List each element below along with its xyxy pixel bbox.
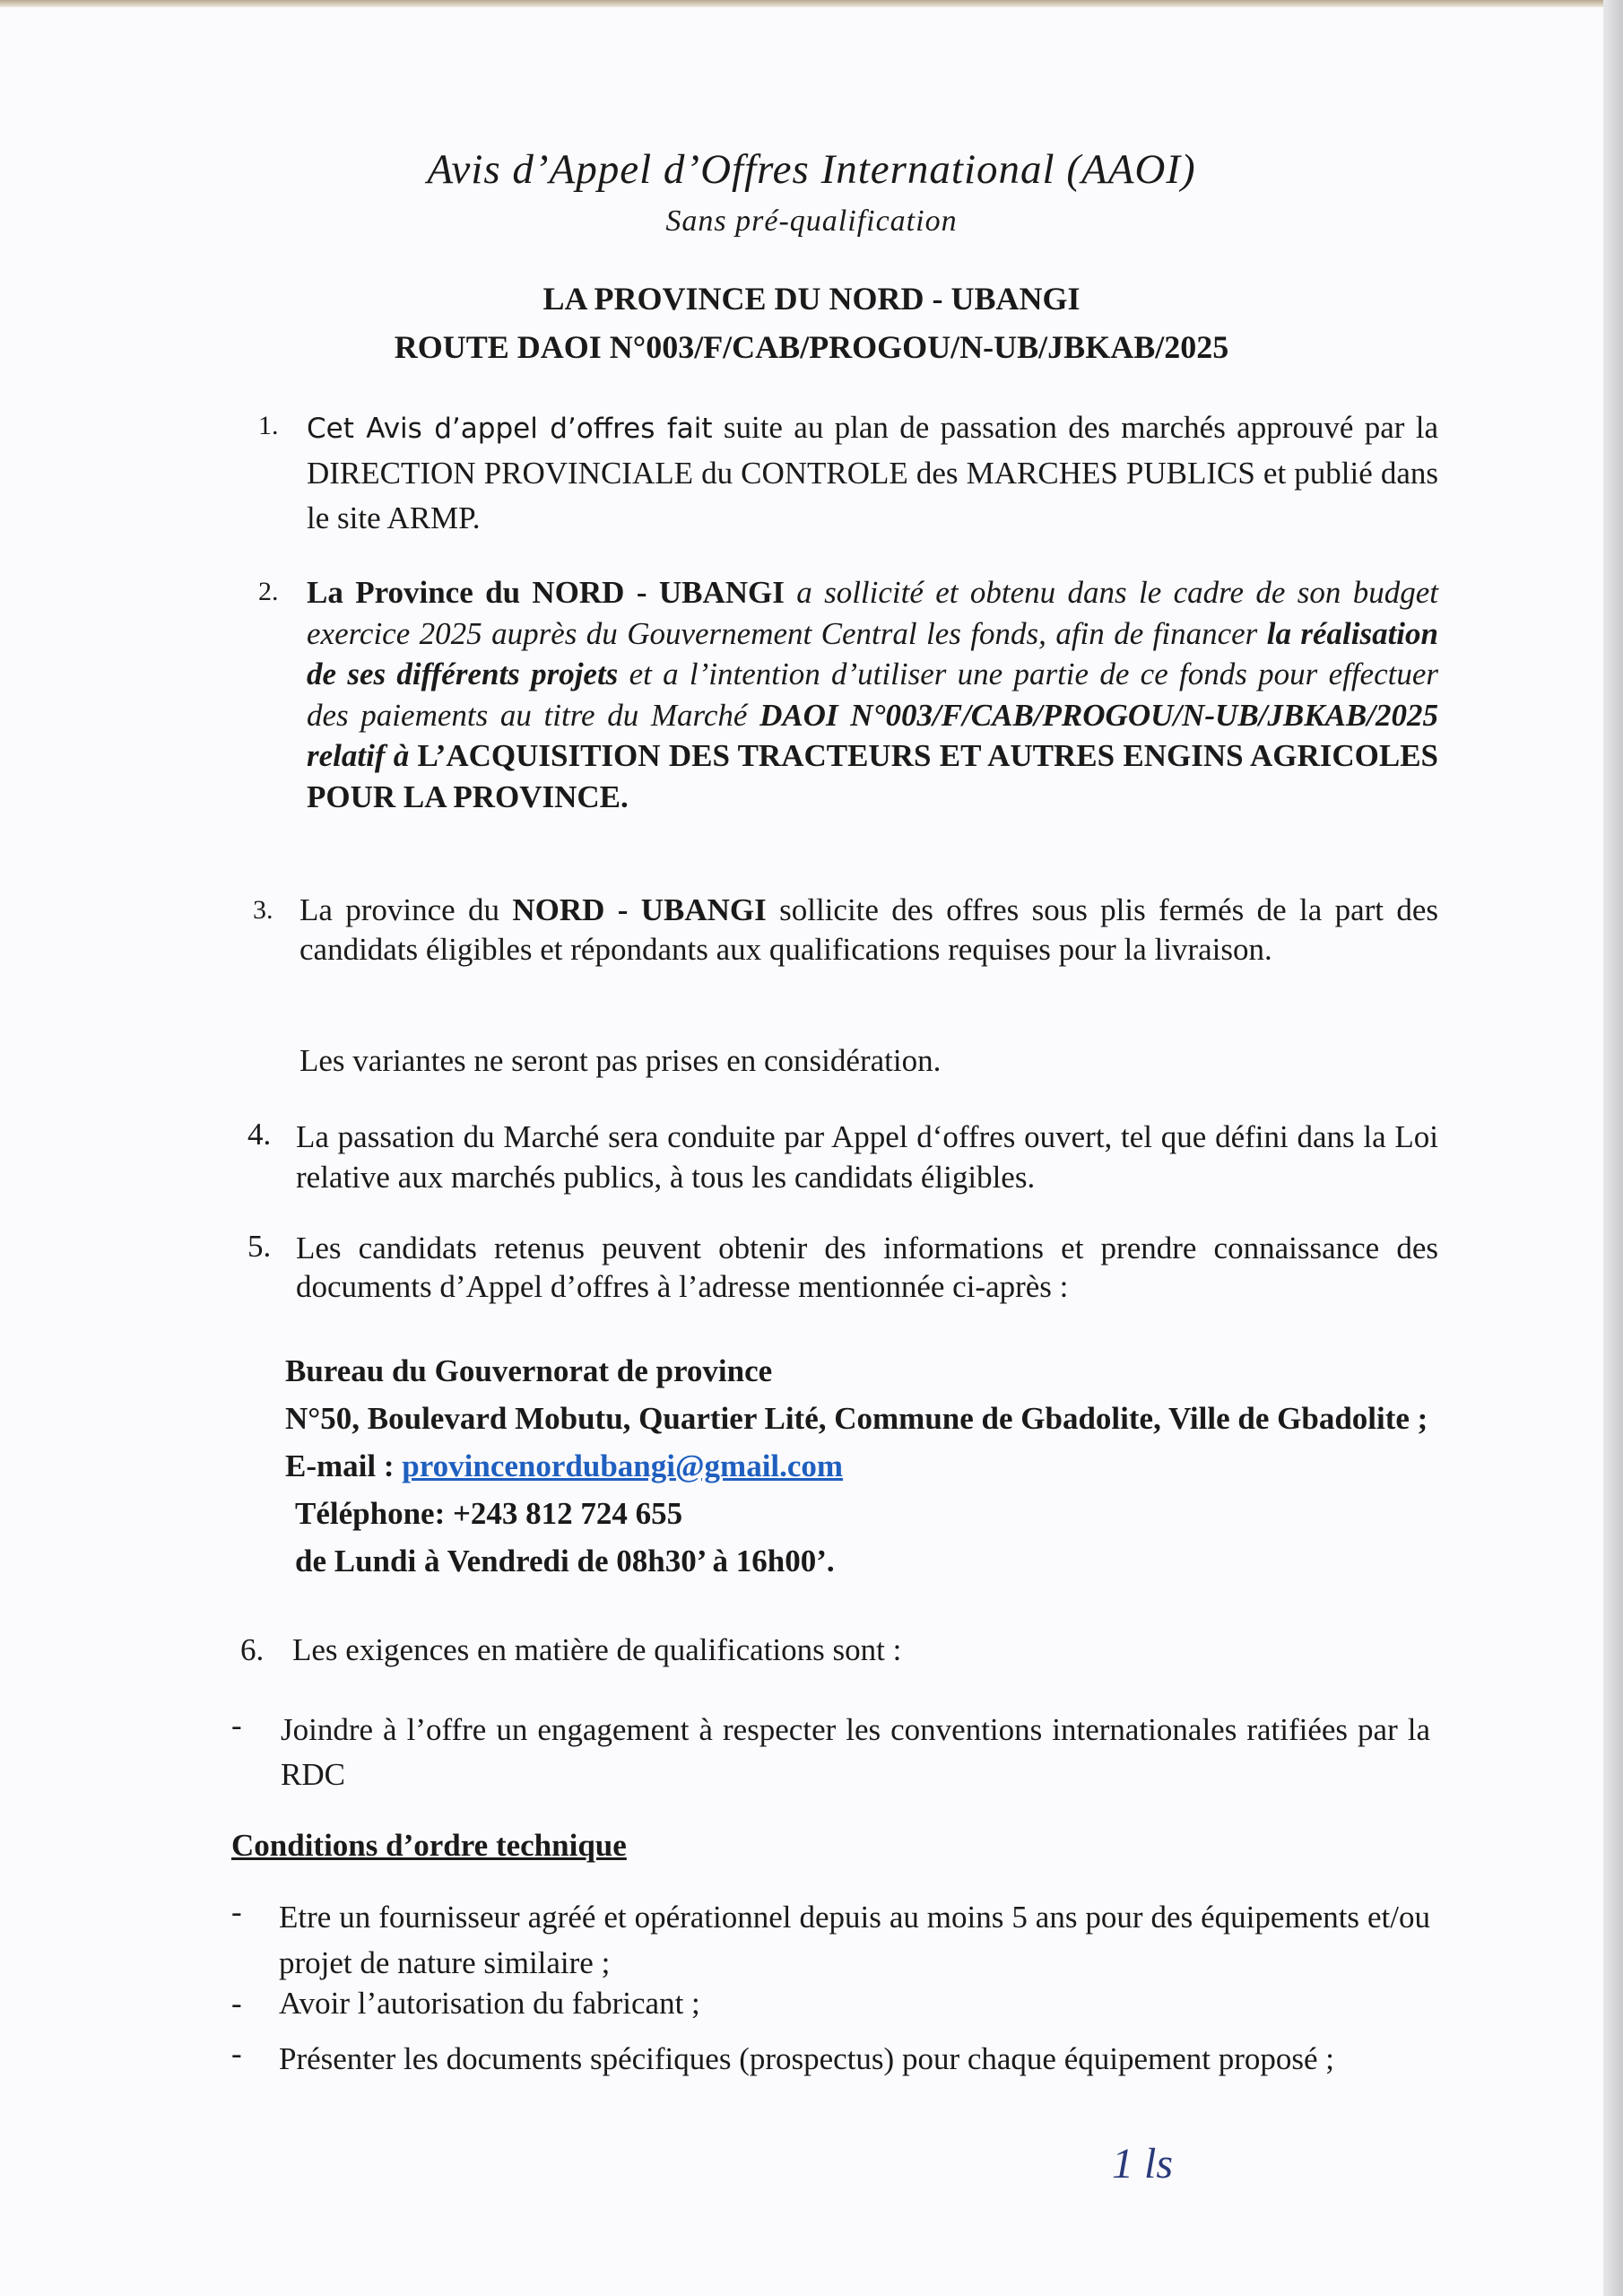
requirement-conventions: Joindre à l’offre un engagement à respecter les conventions internationales ratifiées par la RDC <box>281 1712 1430 1792</box>
item-3-variants-note: Les variantes ne seront pas prises en considération. <box>299 1043 942 1078</box>
technical-conditions-heading: Conditions d’ordre technique <box>231 1828 627 1863</box>
dash-marker: - <box>231 1708 242 1743</box>
dash-marker: - <box>231 2036 242 2071</box>
technical-bullet-1: Etre un fournisseur agréé et opérationnel depuis au moins 5 ans pour des équipements et/ou projet de nature similaire ; <box>279 1900 1430 1980</box>
item-3-text-b: sollicite des offres sous plis fermés de la part des candidats éligibles et répondants aux qualifications requises pour la livraison. <box>299 892 1438 967</box>
item-3 <box>299 891 1438 970</box>
address-phone: Téléphone: +243 812 724 655 <box>295 1496 683 1531</box>
item-1 <box>307 405 1438 541</box>
technical-bullet-2: Avoir l’autorisation du fabricant ; <box>279 1986 700 2021</box>
dash-marker: - <box>231 1894 242 1929</box>
scan-top-edge <box>0 0 1623 7</box>
item-number-6: 6. <box>240 1632 265 1667</box>
address-hours: de Lundi à Vendredi de 08h30’ à 16h00’. <box>295 1544 835 1578</box>
item-3-province: NORD - UBANGI <box>512 892 767 927</box>
dash-marker: - <box>231 1986 242 2021</box>
handwritten-initials: 1 ls <box>1112 2140 1174 2187</box>
item-6: Les exigences en matière de qualifications sont : <box>292 1632 902 1667</box>
technical-bullet-3: Présenter les documents spécifiques (prospectus) pour chaque équipement proposé ; <box>279 2041 1335 2076</box>
item-number-1: 1. <box>258 411 279 440</box>
reference-heading: ROUTE DAOI N°003/F/CAB/PROGOU/N-UB/JBKAB/2025 <box>394 329 1229 365</box>
document-subtitle: Sans pré-qualification <box>665 204 958 238</box>
item-1-text: suite au plan de passation des marchés approuvé par la DIRECTION PROVINCIALE du CONTROLE des MARCHES PUBLICS et publié dans le site ARMP. <box>307 410 1439 535</box>
address-office: Bureau du Gouvernorat de province <box>285 1353 773 1388</box>
address-block <box>285 1347 1438 1585</box>
item-number-5: 5. <box>247 1229 272 1264</box>
item-2 <box>307 572 1438 817</box>
email-link[interactable]: provincenordubangi@gmail.com <box>402 1448 844 1483</box>
province-heading: LA PROVINCE DU NORD - UBANGI <box>542 281 1081 317</box>
address-street: N°50, Boulevard Mobutu, Quartier Lité, Commune de Gbadolite, Ville de Gbadolite ; <box>285 1401 1428 1436</box>
item-3-text-a: La province du <box>299 892 513 927</box>
item-2-reference: DAOI N°003/F/CAB/PROGOU/N-UB/JBKAB/2025 relatif à <box>307 697 1438 773</box>
item-number-4: 4. <box>247 1117 272 1152</box>
email-label: E-mail : <box>285 1448 403 1483</box>
item-4: La passation du Marché sera conduite par Appel d‘offres ouvert, tel que défini dans la Loi relative aux marchés publics, à tous les candidats éligibles. <box>296 1119 1438 1195</box>
item-number-2: 2. <box>258 577 279 606</box>
item-5: Les candidats retenus peuvent obtenir des informations et prendre connaissance des documents d’Appel d’offres à l’adresse mentionnée ci-après : <box>296 1231 1438 1304</box>
item-number-3: 3. <box>253 895 273 925</box>
item-2-province: La Province du NORD - UBANGI <box>307 575 785 610</box>
item-2-object: L’ACQUISITION DES TRACTEURS ET AUTRES ENGINS AGRICOLES POUR LA PROVINCE. <box>307 738 1438 814</box>
address-email-row <box>285 1442 1438 1490</box>
item-1-lead: Cet Avis d’appel d’offres fait <box>307 413 713 445</box>
item-2-projects: la réalisation de ses différents projets <box>307 615 1438 691</box>
document-title: Avis d’Appel d’Offres International (AAOI) <box>427 146 1196 193</box>
item-2-text-a: a sollicité et obtenu dans le cadre de son budget exercice 2025 auprès du Gouvernement Central les fonds, afin de financer <box>307 575 1438 651</box>
item-2-text-b: et a l’intention d’utiliser une partie de ce fonds pour effectuer des paiements au titre du Marché <box>307 657 1439 733</box>
